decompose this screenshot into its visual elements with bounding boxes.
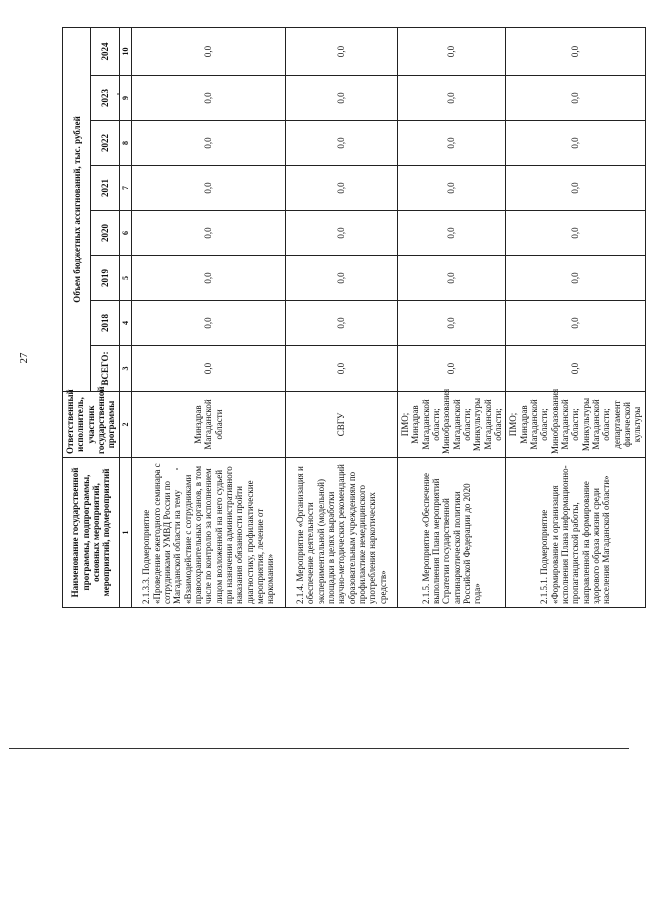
table-row (131, 27, 285, 607)
header-year: 2019 (91, 256, 119, 301)
row-value: 0,0 (397, 256, 505, 301)
row-value: 0,0 (285, 27, 397, 75)
row-value: 0,0 (285, 211, 397, 256)
col-number: 10 (119, 27, 131, 75)
row-value: 0,0 (131, 166, 285, 211)
row-value: 0,0 (285, 166, 397, 211)
row-name: 2.1.3.3. Подмероприятие «Проведение ежегодного семинара с сотрудниками УМВД России по Магаданской области на тему «Взаимодействие с сотрудниками правоохранительных органов, в том числе по контролю за исполнением лицом возложенной на него судьей при назначении административного наказания обязанности пройти диагностику, профилактические мероприятия, лечение от наркомании» (131, 458, 285, 608)
col-number: 4 (119, 301, 131, 346)
header-total: ВСЕГО: (91, 346, 119, 392)
row-name: 2.1.5. Мероприятие «Обеспечение выполнения Плана мероприятий Стратегии государственной антинаркотической политики Российской Федерации до 2020 года» (397, 458, 505, 608)
row-value: 0,0 (506, 76, 645, 121)
table-row (397, 27, 505, 607)
col-number: 7 (119, 166, 131, 211)
row-value: 0,0 (506, 211, 645, 256)
row-value: 0,0 (131, 76, 285, 121)
col-number: 2 (119, 392, 131, 458)
row-value: 0,0 (285, 301, 397, 346)
row-value: 0,0 (506, 121, 645, 166)
row-name: 2.1.4. Мероприятие «Организация и обеспечение деятельности экспериментальной (модельной) площадки в целях выработки научно-методических рекомендаций образовательным учреждениям по профилактике немедицинского употребления наркотических средств» (285, 458, 397, 608)
row-value: 0,0 (131, 256, 285, 301)
row-value: 0,0 (131, 211, 285, 256)
row-value: 0,0 (131, 121, 285, 166)
col-number: 1 (119, 458, 131, 608)
rotated-table-area (62, 28, 642, 648)
row-value: 0,0 (506, 256, 645, 301)
row-value: 0,0 (506, 166, 645, 211)
table-row (506, 27, 645, 607)
row-value: 0,0 (131, 27, 285, 75)
row-value: 0,0 (285, 121, 397, 166)
row-value: 0,0 (285, 256, 397, 301)
row-value: 0,0 (131, 301, 285, 346)
header-budget: Объем бюджетных ассигнований, тыс. рублей (63, 27, 91, 391)
row-responsible: СВГУ (285, 392, 397, 458)
budget-table (62, 27, 646, 608)
row-value: 0,0 (285, 76, 397, 121)
row-value: 0,0 (506, 27, 645, 75)
row-value: 0,0 (131, 346, 285, 392)
header-responsible: Ответственный исполнитель, участник государственной программы (63, 392, 120, 458)
row-value: 0,0 (506, 301, 645, 346)
row-value: 0,0 (397, 121, 505, 166)
horizontal-rule (9, 748, 629, 749)
row-value: 0,0 (506, 346, 645, 392)
column-number-row (119, 27, 131, 607)
header-year: 2022 (91, 121, 119, 166)
col-number: 6 (119, 211, 131, 256)
page-number: 27 (18, 352, 30, 364)
header-year: 2024 (91, 27, 119, 75)
row-value: 0,0 (397, 166, 505, 211)
row-responsible: Минздрав Магаданской области (131, 392, 285, 458)
col-number: 9 (119, 76, 131, 121)
row-value: 0,0 (397, 27, 505, 75)
header-name: Наименование государственной программы, подпрограммы, основных мероприятий, мероприятий, подмероприятий (63, 458, 120, 608)
col-number: 3 (119, 346, 131, 392)
header-year: 2018 (91, 301, 119, 346)
table-row (285, 27, 397, 607)
row-value: 0,0 (397, 211, 505, 256)
col-number: 5 (119, 256, 131, 301)
header-year: 2020 (91, 211, 119, 256)
col-number: 8 (119, 121, 131, 166)
header-year: 2021 (91, 166, 119, 211)
row-value: 0,0 (285, 346, 397, 392)
row-value: 0,0 (397, 301, 505, 346)
row-responsible: ПМО; Минздрав Магаданской области; Минобразования Магаданской области; Минкультуры Магаданской области; (397, 392, 505, 458)
row-responsible: ПМО; Минздрав Магаданской области; Минобразования Магаданской области; Минкультуры Магаданской области; департамент физической культуры (506, 392, 645, 458)
header-year: 2023 (91, 76, 119, 121)
row-value: 0,0 (397, 76, 505, 121)
row-value: 0,0 (397, 346, 505, 392)
row-name: 2.1.5.1. Подмероприятие «Формирование и организация исполнения Плана информационно-пропагандистской работы, направленной на формирование здорового образа жизни среди населения Магаданской области» (506, 458, 645, 608)
